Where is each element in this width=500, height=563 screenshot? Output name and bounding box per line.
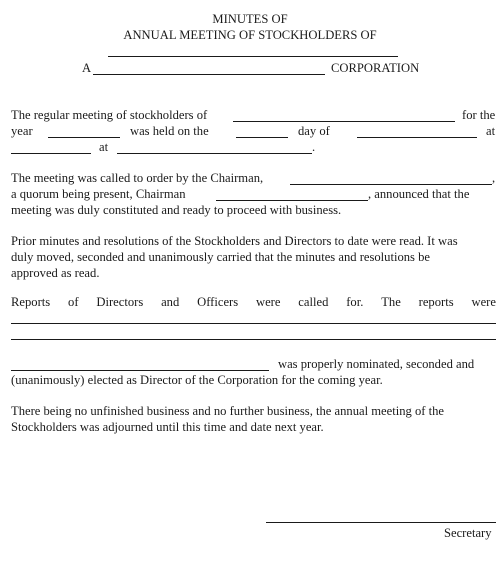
para5-line2: (unanimously) elected as Director of the Corporation for the coming year. xyxy=(11,373,383,387)
para1-held-on: was held on the xyxy=(130,124,209,138)
corp-prefix: A xyxy=(82,61,92,75)
para6-line1: There being no unfinished business and no further business, the annual meeting of the xyxy=(11,404,444,418)
para1-line1-text: The regular meeting of stockholders of xyxy=(11,108,208,122)
reports-line-2[interactable] xyxy=(11,339,496,340)
corp-suffix: CORPORATION xyxy=(331,61,420,75)
para3-line3: approved as read. xyxy=(11,266,100,280)
title-line-2: ANNUAL MEETING OF STOCKHOLDERS OF xyxy=(123,28,377,42)
para4-word: for. xyxy=(346,295,364,309)
day-blank[interactable] xyxy=(236,137,288,138)
chairman-blank-2[interactable] xyxy=(216,200,368,201)
para4-word: reports xyxy=(418,295,454,309)
para5-line1-text: was properly nominated, seconded and xyxy=(278,357,475,371)
para4-word: Reports xyxy=(11,295,51,309)
para1-at-2: at xyxy=(99,140,109,154)
meeting-of-blank[interactable] xyxy=(233,121,455,122)
para2-announced: , announced that the xyxy=(368,187,470,201)
secretary-signature-line[interactable] xyxy=(266,522,496,523)
para6-line2: Stockholders was adjourned until this time and date next year. xyxy=(11,420,324,434)
year-blank[interactable] xyxy=(48,137,120,138)
para1-day-of: day of xyxy=(298,124,330,138)
reports-line-1[interactable] xyxy=(11,323,496,324)
place-blank[interactable] xyxy=(117,153,312,154)
secretary-label: Secretary xyxy=(444,526,492,540)
para1-line1-end: for the xyxy=(462,108,496,122)
para3-line2: duly moved, seconded and unanimously carried that the minutes and resolutions be xyxy=(11,250,430,264)
month-blank[interactable] xyxy=(357,137,477,138)
para4-word: of xyxy=(68,295,79,309)
title-line-1: MINUTES OF xyxy=(212,12,288,26)
para4-word: were xyxy=(255,295,281,309)
para1-period: . xyxy=(312,140,316,154)
director-name-blank[interactable] xyxy=(11,370,269,371)
para1-at: at xyxy=(486,124,496,138)
para3-line1: Prior minutes and resolutions of the Stockholders and Directors to date were read. It was xyxy=(11,234,458,248)
para4-word: Directors xyxy=(96,295,144,309)
corporation-name-blank[interactable] xyxy=(93,74,325,75)
para4-word: were xyxy=(471,295,496,309)
time-blank[interactable] xyxy=(11,153,91,154)
para4-word: called xyxy=(298,295,329,309)
para4-line1 xyxy=(11,295,496,310)
para2-line1-text: The meeting was called to order by the Chairman, xyxy=(11,171,264,185)
stockholders-of-blank[interactable] xyxy=(108,56,398,57)
chairman-name-blank[interactable] xyxy=(290,184,492,185)
para4-word: Officers xyxy=(197,295,239,309)
para4-word: The xyxy=(381,295,401,309)
para2-line3: meeting was duly constituted and ready to proceed with business. xyxy=(11,203,342,217)
para4-word: and xyxy=(161,295,180,309)
para2-line2-text: a quorum being present, Chairman xyxy=(11,187,186,201)
para1-year-label: year xyxy=(11,124,33,138)
para2-comma: , xyxy=(492,171,496,185)
